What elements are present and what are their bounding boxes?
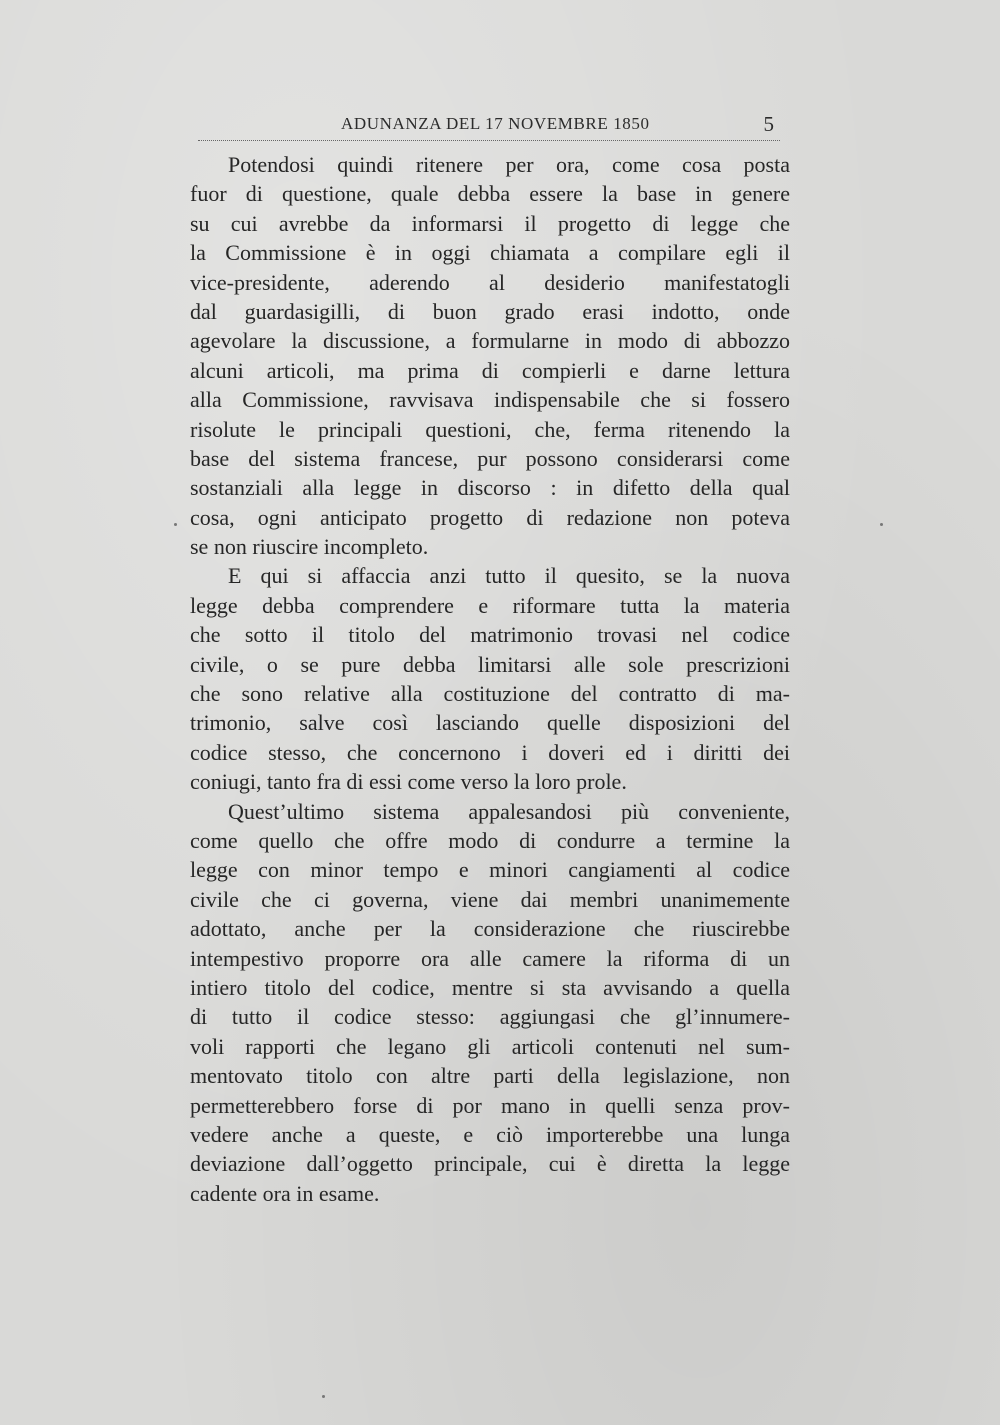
text-line: Potendosi quindi ritenere per ora, come cosa posta xyxy=(228,152,790,177)
text-line: cadente ora in esame. xyxy=(190,1180,380,1206)
text-line: dal guardasigilli, di buon grado erasi indotto, onde xyxy=(190,298,790,324)
text-line: deviazione dall’oggetto principale, cui è diretta la legge xyxy=(190,1151,790,1177)
text-line: come quello che offre modo di condurre a termine la xyxy=(190,827,790,853)
text-line: se non riuscire incompleto. xyxy=(190,534,429,560)
paragraph-3 xyxy=(190,797,790,1208)
paragraph-2 xyxy=(190,561,790,796)
text-line: alcuni articoli, ma prima di compierli e darne lettura xyxy=(190,357,790,383)
text-line: Quest’ultimo sistema appalesandosi più conveniente, xyxy=(228,798,790,824)
page-header xyxy=(198,110,780,141)
text-line: permetterebbero forse di por mano in quelli senza prov- xyxy=(190,1092,790,1118)
text-line: trimonio, salve così lasciando quelle disposizioni del xyxy=(190,710,790,736)
text-line: mentovato titolo con altre parti della legislazione, non xyxy=(190,1063,790,1089)
text-line: civile, o se pure debba limitarsi alle sole prescrizioni xyxy=(190,651,790,677)
text-line: la Commissione è in oggi chiamata a compilare egli il xyxy=(190,240,790,266)
text-line: che sotto il titolo del matrimonio trovasi nel codice xyxy=(190,622,790,648)
text-line: fuor di questione, quale debba essere la base in genere xyxy=(190,181,790,207)
running-head: ADUNANZA DEL 17 NOVEMBRE 1850 xyxy=(341,114,650,133)
paper-speck xyxy=(880,523,883,526)
text-line: codice stesso, che concernono i doveri ed i diritti dei xyxy=(190,739,790,765)
text-line: base del sistema francese, pur possono considerarsi come xyxy=(190,445,790,471)
paragraph-1 xyxy=(190,150,790,561)
text-line: civile che ci governa, viene dai membri unanimemente xyxy=(190,886,790,912)
text-line: che sono relative alla costituzione del contratto di ma- xyxy=(190,681,790,707)
page-number: 5 xyxy=(763,112,774,136)
text-line: cosa, ogni anticipato progetto di redazione non poteva xyxy=(190,504,790,530)
text-line: legge debba comprendere e riformare tutta la materia xyxy=(190,592,790,618)
text-line: voli rapporti che legano gli articoli contenuti nel sum- xyxy=(190,1033,790,1059)
text-line: alla Commissione, ravvisava indispensabile che si fossero xyxy=(190,387,790,413)
text-line: coniugi, tanto fra di essi come verso la loro prole. xyxy=(190,769,627,795)
paper-speck xyxy=(322,1395,325,1398)
text-line: intiero titolo del codice, mentre si sta avvisando a quella xyxy=(190,974,790,1000)
text-line: di tutto il codice stesso: aggiungasi che gl’innumere- xyxy=(190,1004,790,1030)
body-text xyxy=(190,150,790,1208)
text-line: vice-presidente, aderendo al desiderio manifestatogli xyxy=(190,269,790,295)
paper-speck xyxy=(174,523,177,526)
text-line: adottato, anche per la considerazione che riuscirebbe xyxy=(190,916,790,942)
text-line: agevolare la discussione, a formularne in modo di abbozzo xyxy=(190,328,790,354)
text-line: E qui si affaccia anzi tutto il quesito, se la nuova xyxy=(228,563,790,589)
text-line: risolute le principali questioni, che, ferma ritenendo la xyxy=(190,416,790,442)
text-line: legge con minor tempo e minori cangiamenti al codice xyxy=(190,857,790,883)
text-line: intempestivo proporre ora alle camere la riforma di un xyxy=(190,945,790,971)
text-line: su cui avrebbe da informarsi il progetto di legge che xyxy=(190,210,790,236)
text-line: vedere anche a queste, e ciò importerebbe una lunga xyxy=(190,1121,790,1147)
text-line: sostanziali alla legge in discorso : in difetto della qual xyxy=(190,475,790,501)
